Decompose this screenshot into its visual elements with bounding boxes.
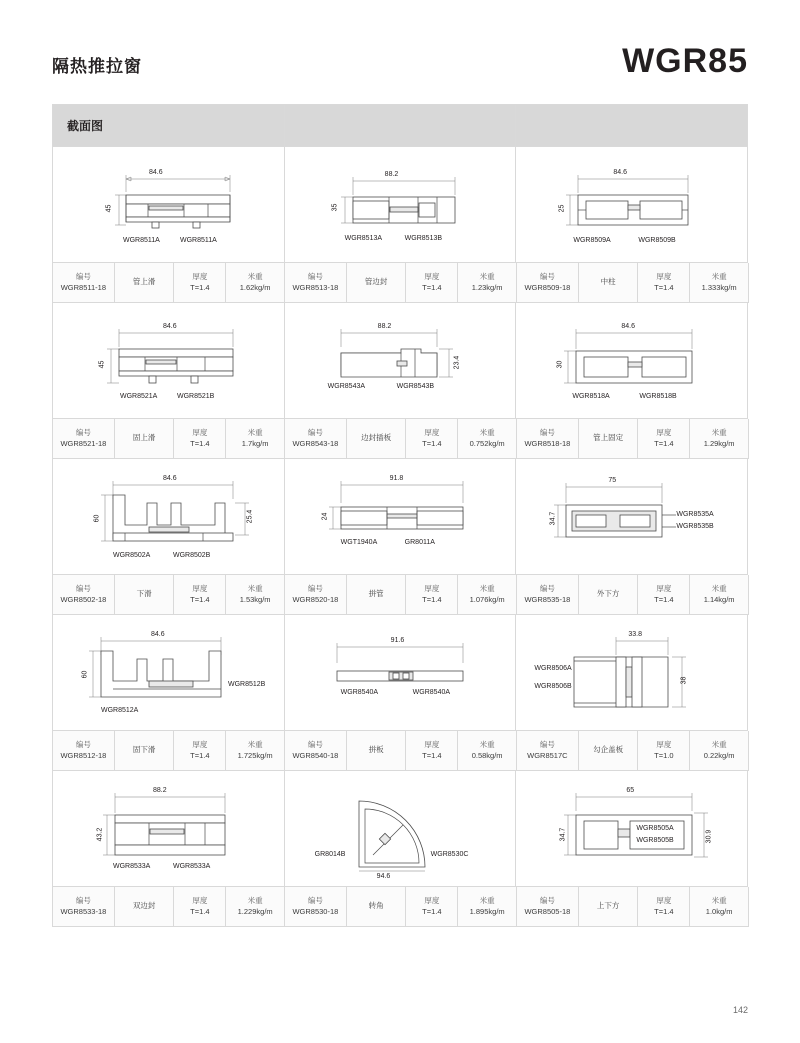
spec-thickness: T=1.4 [190,282,210,292]
spec-weight: 0.58kg/m [471,750,503,760]
part-label: WGR8521B [177,393,215,400]
spec-thickness-label: 厚度 [424,740,440,750]
spec-thickness: T=1.4 [654,594,674,604]
part-label: WGR8518A [572,393,610,400]
table-row [53,147,748,263]
spec-thickness-label: 厚度 [656,584,672,594]
page-header [52,42,748,92]
part-label: WGT1940A [340,539,378,546]
spec-thickness: T=1.4 [422,438,442,448]
spec-code: WGR8535-18 [524,594,571,604]
part-label: WGR8535A [676,511,714,518]
drawing-cell [516,303,748,419]
dim-height: 43.2 [96,827,104,842]
dim-height: 45 [105,204,113,213]
spec-code: WGR8512-18 [60,750,107,760]
part-label: WGR8513A [344,235,383,242]
section-title-cell-2 [285,105,517,147]
dim-height: 60 [93,514,101,523]
drawing-cell [516,147,748,263]
spec-thickness: T=1.4 [422,282,442,292]
spec-thickness-label: 厚度 [656,896,672,906]
part-label: WGR8509A [573,237,611,244]
spec-thickness-label: 厚度 [192,272,208,282]
spec-weight: 1.333kg/m [701,282,737,292]
spec-code-label: 编号 [75,272,91,282]
spec-code-label: 编号 [75,584,91,594]
spec-weight-label: 米重 [479,428,495,438]
dim-width: 88.2 [153,787,167,794]
table-row [53,303,748,419]
part-label: WGR8502A [113,552,151,559]
spec-cell [517,887,749,927]
spec-thickness-label: 厚度 [424,272,440,282]
dim-width: 84.6 [163,475,177,482]
spec-name: 外下方 [596,589,620,599]
spec-thickness: T=1.4 [190,438,210,448]
spec-weight: 1.076kg/m [469,594,505,604]
dim-height: 23.4 [452,355,460,370]
spec-cell [517,731,749,771]
spec-weight: 1.895kg/m [469,906,505,916]
part-label: WGR8521A [120,393,158,400]
section-title-cell: 截面图 [53,105,285,147]
spec-thickness: T=1.4 [654,906,674,916]
part-label: GR8011A [404,539,435,546]
spec-weight-label: 米重 [247,896,263,906]
spec-code: WGR8513-18 [292,282,339,292]
drawing-cell [285,147,517,263]
table-row [53,771,748,887]
table-spec-row [53,419,748,459]
spec-cell [53,731,285,771]
spec-code: WGR8511-18 [60,282,107,292]
series-code: WGR85 [622,42,748,80]
drawing-cell [516,459,748,575]
spec-code-label: 编号 [75,896,91,906]
spec-weight-label: 米重 [711,428,727,438]
spec-weight: 1.7kg/m [241,438,269,448]
spec-name: 转角 [368,901,384,911]
dim-width: 84.6 [613,169,627,176]
spec-thickness-label: 厚度 [656,272,672,282]
spec-thickness: T=1.4 [654,438,674,448]
spec-thickness-label: 厚度 [656,428,672,438]
part-label: WGR8505A [636,825,674,832]
spec-weight: 1.229kg/m [237,906,273,916]
spec-weight-label: 米重 [247,428,263,438]
spec-code: WGR8543-18 [292,438,339,448]
drawing-cell [285,459,517,575]
spec-name: 中柱 [600,277,616,287]
part-label: WGR8533A [173,863,211,870]
spec-name: 管上滑 [132,277,156,287]
table-row [53,459,748,575]
spec-weight: 1.0kg/m [705,906,733,916]
spec-weight-label: 米重 [711,896,727,906]
spec-name: 双边封 [132,901,156,911]
dim-width: 88.2 [384,171,399,178]
part-label: WGR8502B [173,552,211,559]
part-label: WGR8505B [636,837,674,844]
drawing-cell [516,771,748,887]
drawing-cell [53,459,285,575]
spec-name: 拼板 [368,745,384,755]
dim-width: 84.6 [149,169,163,176]
spec-thickness-label: 厚度 [424,896,440,906]
drawing-cell [285,771,517,887]
dim-height: 45 [98,360,106,369]
part-label: WGR8512B [228,681,266,688]
spec-name: 固上滑 [132,433,156,443]
part-label: WGR8506A [534,665,572,672]
dim-height-2: 30.9 [705,829,713,844]
spec-code-label: 编号 [539,428,555,438]
spec-thickness: T=1.4 [654,282,674,292]
spec-code: WGR8533-18 [60,906,107,916]
spec-code: WGR8520-18 [292,594,339,604]
spec-thickness-label: 厚度 [656,740,672,750]
dim-width: 75 [608,477,617,484]
dim-height: 24 [321,512,329,521]
section-title-cell-3 [516,105,748,147]
spec-code: WGR8505-18 [524,906,571,916]
spec-weight-label: 米重 [711,584,727,594]
spec-cell [285,731,517,771]
spec-thickness-label: 厚度 [192,584,208,594]
spec-thickness-label: 厚度 [192,896,208,906]
spec-code-label: 编号 [307,272,323,282]
dim-width: 33.8 [628,631,642,638]
spec-code-label: 编号 [75,740,91,750]
spec-cell [285,887,517,927]
spec-code-label: 编号 [307,740,323,750]
dim-width: 84.6 [163,323,177,330]
spec-code-label: 编号 [75,428,91,438]
dim-height: 25 [558,204,566,213]
spec-code-label: 编号 [539,740,555,750]
spec-name: 勾企盖板 [593,745,624,755]
spec-thickness-label: 厚度 [424,428,440,438]
spec-thickness-label: 厚度 [424,584,440,594]
spec-thickness: T=1.4 [422,906,442,916]
spec-name: 边封插板 [361,433,392,443]
dim-height: 38 [680,676,688,685]
spec-name: 拼管 [368,589,384,599]
drawing-cell [285,615,517,731]
spec-name: 管上固定 [593,433,624,443]
dim-height: 34.7 [559,827,567,842]
drawing-cell [53,771,285,887]
spec-weight: 0.752kg/m [469,438,505,448]
part-label: WGR8540A [412,689,451,696]
spec-weight-label: 米重 [479,584,495,594]
drawing-cell [53,147,285,263]
drawing-cell [53,303,285,419]
spec-weight: 1.62kg/m [239,282,271,292]
spec-name: 固下滑 [132,745,156,755]
spec-cell [517,575,749,615]
spec-code: WGR8540-18 [292,750,339,760]
spec-cell [285,419,517,459]
spec-cell [53,887,285,927]
spec-weight-label: 米重 [711,272,727,282]
dim-width: 84.6 [621,323,635,330]
dim-width: 91.8 [389,475,404,482]
table-spec-row [53,731,748,771]
spec-cell [53,575,285,615]
spec-weight: 1.29kg/m [703,438,735,448]
spec-code-label: 编号 [539,272,555,282]
dim-height: 34.7 [549,511,557,526]
dim-height: 35 [331,203,339,212]
part-label: WGR8535B [676,523,714,530]
dim-width: 88.2 [377,323,392,330]
table-spec-row [53,263,748,303]
spec-weight-label: 米重 [247,740,263,750]
table-row [53,615,748,731]
part-label: WGR8509B [638,237,676,244]
dim-width: 65 [626,787,635,794]
spec-name: 上下方 [596,901,620,911]
part-label: WGR8512A [101,707,139,714]
dim-height: 30 [556,360,564,369]
drawing-cell [53,615,285,731]
drawing-cell [285,303,517,419]
spec-weight-label: 米重 [247,272,263,282]
spec-code: WGR8521-18 [60,438,107,448]
spec-thickness: T=1.4 [422,750,442,760]
part-label: WGR8506B [534,683,572,690]
part-label: GR8014B [314,851,346,858]
spec-code: WGR8509-18 [524,282,571,292]
spec-cell [517,263,749,303]
spec-weight: 1.14kg/m [703,594,735,604]
spec-weight: 1.23kg/m [471,282,503,292]
spec-weight: 0.22kg/m [703,750,735,760]
page-title: 隔热推拉窗 [52,57,142,76]
part-label: WGR8518B [639,393,677,400]
dim-width: 94.6 [376,873,391,880]
part-label: WGR8513B [404,235,443,242]
spec-name: 下滑 [136,589,152,599]
spec-code-label: 编号 [539,896,555,906]
drawing-cell [516,615,748,731]
dim-width: 91.6 [390,637,405,644]
spec-thickness-label: 厚度 [192,428,208,438]
spec-code-label: 编号 [307,896,323,906]
spec-cell [53,419,285,459]
part-label: WGR8543B [396,383,435,390]
spec-thickness: T=1.4 [190,906,210,916]
part-label: WGR8530C [430,851,469,858]
spec-code-label: 编号 [307,584,323,594]
spec-code-label: 编号 [307,428,323,438]
spec-cell [285,575,517,615]
spec-name: 管边封 [364,277,388,287]
page-number: 142 [732,1005,748,1015]
spec-thickness: T=1.4 [190,594,210,604]
spec-weight-label: 米重 [479,272,495,282]
part-label: WGR8511A [180,237,217,244]
spec-code-label: 编号 [539,584,555,594]
dim-height: 60 [81,670,89,679]
dim-width: 84.6 [151,631,165,638]
spec-cell [517,419,749,459]
table-spec-row [53,887,748,927]
table-title-row [53,105,748,147]
spec-weight: 1.725kg/m [237,750,273,760]
spec-thickness: T=1.4 [422,594,442,604]
part-label: WGR8533A [113,863,151,870]
spec-code: WGR8517C [527,750,568,760]
spec-weight-label: 米重 [711,740,727,750]
spec-code: WGR8530-18 [292,906,339,916]
spec-thickness-label: 厚度 [192,740,208,750]
part-label: WGR8540A [340,689,379,696]
dim-height-2: 25.4 [246,509,254,524]
part-label: WGR8543A [327,383,366,390]
spec-cell [53,263,285,303]
spec-code: WGR8518-18 [524,438,571,448]
part-label: WGR8511A [123,237,160,244]
spec-thickness: T=1.0 [654,750,674,760]
spec-weight-label: 米重 [247,584,263,594]
spec-weight-label: 米重 [479,896,495,906]
profile-table [52,104,748,927]
spec-weight-label: 米重 [479,740,495,750]
spec-cell [285,263,517,303]
table-spec-row [53,575,748,615]
spec-thickness: T=1.4 [190,750,210,760]
spec-weight: 1.53kg/m [239,594,271,604]
spec-code: WGR8502-18 [60,594,107,604]
